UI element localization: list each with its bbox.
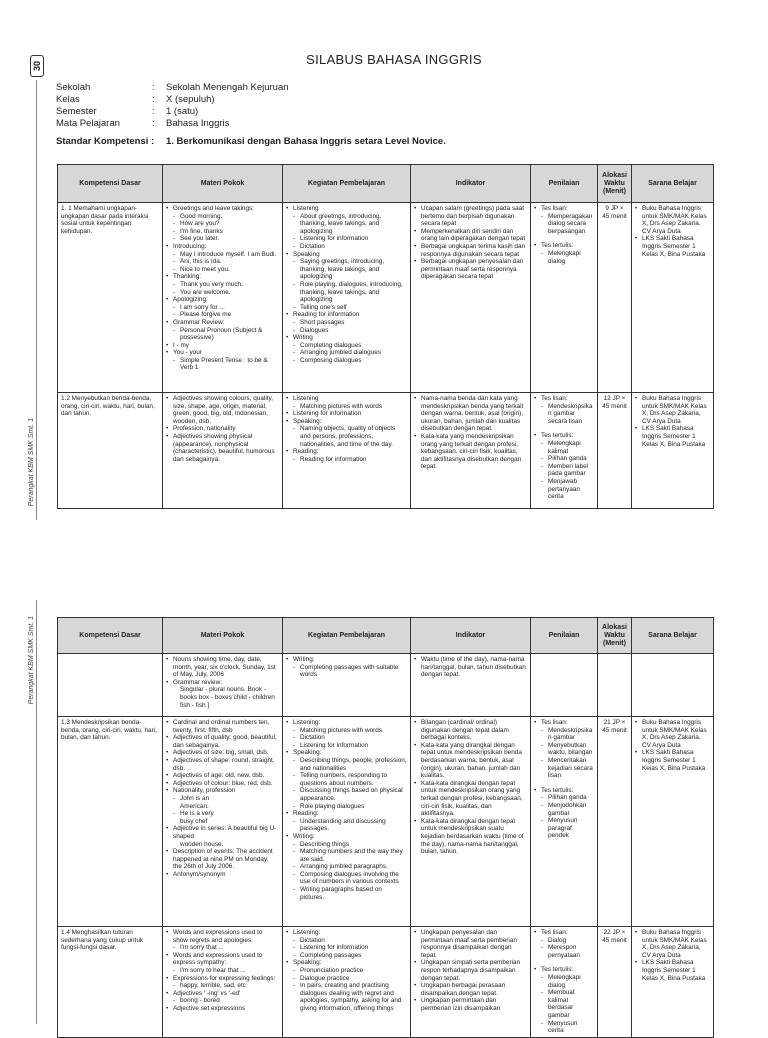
- kegiatan-item: - Telling numbers, responding to questions about numbers.: [286, 772, 407, 787]
- materi-item: • Words and expressions used to express sympathy:: [166, 952, 279, 967]
- page-title: SILABUS BAHASA INGGRIS: [306, 52, 482, 67]
- materi-item: - You are welcome.: [166, 289, 279, 297]
- penilaian-item: - Mendeskripsikan gambar: [534, 727, 594, 742]
- penilaian-item: • Tes tertulis:: [534, 242, 594, 250]
- materi-item: wooden house.: [180, 840, 224, 848]
- kompetensi-dasar-cell: 1.4 Menghasilkan tuturan sederhana yang cukup untuk fungsi-fungsi dasar.: [58, 927, 163, 1038]
- penilaian-item: • Tes tertulis:: [534, 966, 594, 974]
- materi-item: • Adjectives of age: old, new, dsb.: [166, 772, 279, 780]
- indikator-cell: [411, 393, 531, 509]
- penilaian-item: - Dialog: [534, 937, 594, 945]
- penilaian-list: [534, 719, 594, 840]
- sarana-item: • LKS Sakti Bahasa Inggris Semester 1 Kelas X, Bina Pustaka: [635, 425, 710, 448]
- syllabus-table-2: [57, 617, 714, 1038]
- materi-item: • Antonym/synonym: [166, 871, 279, 879]
- materi-item: • Words and expressions used to show regrets and apologies:: [166, 929, 279, 944]
- kegiatan-item: - Dictation: [286, 243, 407, 251]
- kegiatan-item: • Reading for information: [286, 311, 407, 319]
- spacer: [534, 425, 594, 432]
- indikator-item: • Ungkapan berbagai perasaan disampaikan dengan tepat.: [414, 982, 527, 997]
- sk-label: Standar Kompetensi :: [56, 136, 155, 147]
- materi-item: - See you later.: [166, 235, 279, 243]
- materi-cell: [163, 717, 283, 927]
- materi-item: • Adjectives showing physical (appearance), nonphysical (characteristic), beautiful, humorous dan sebagainya.: [166, 433, 279, 463]
- kegiatan-item: • Listening:: [286, 719, 407, 727]
- header-materi-pokok: Materi Pokok: [163, 165, 283, 203]
- alokasi-cell: 22 JP × 45 menit: [598, 927, 632, 1038]
- kegiatan-item: - Writing paragraphs based on pictures.: [286, 886, 407, 901]
- sarana-cell: [632, 717, 714, 927]
- materi-cell: [163, 393, 283, 509]
- materi-item: • Adjectives of shape: round, straight, dsb.: [166, 757, 279, 772]
- header-kegiatan: Kegiatan Pembelajaran: [283, 165, 411, 203]
- identity-row: [56, 82, 289, 94]
- materi-item: • Greetings and leave takings:: [166, 205, 279, 213]
- kegiatan-item: - Pronunciation practice: [286, 967, 407, 975]
- kegiatan-item: - Describing things: [286, 841, 407, 849]
- spacer: [534, 959, 594, 966]
- kegiatan-item: - About greetings, introducing, thanking, leave takings, and apologizing: [286, 213, 407, 236]
- materi-item: busy chef: [180, 817, 208, 825]
- kegiatan-item: - Composing dialogues: [286, 357, 407, 365]
- materi-item: - Good morning.: [166, 213, 279, 221]
- kegiatan-item: - Role playing, dialogues, introducing, thanking, leave takings, and apologizing: [286, 281, 407, 304]
- indikator-item: • Ungkapan penyesalan dan permintaan maaf serta pemberian responnya disampaikan dengan tepat.: [414, 929, 527, 959]
- sarana-cell: [632, 203, 714, 393]
- kegiatan-item: - Discussing things based on physical appearance.: [286, 787, 407, 802]
- kegiatan-item: - Matching pictures with words: [286, 403, 407, 411]
- page-number: 30: [30, 55, 44, 77]
- kegiatan-item: - Composing dialogues involving the use of numbers in various contexts: [286, 871, 407, 886]
- table-row: [58, 717, 714, 927]
- penilaian-cell: [531, 654, 598, 717]
- penilaian-item: - Memberi label pada gambar: [534, 463, 594, 478]
- penilaian-cell: [531, 717, 598, 927]
- materi-cell: [163, 927, 283, 1038]
- kegiatan-item: - Dictation: [286, 734, 407, 742]
- table-row: [58, 927, 714, 1038]
- penilaian-item: - Mendeskripsikan gambar secara lisan: [534, 403, 594, 426]
- indikator-item: • Ungkapan permintaan dan pemberian izin disampaikan: [414, 997, 527, 1012]
- materi-item: • Adjectives of colour: blue, red, dsb.: [166, 780, 279, 788]
- side-label-bottom: Perangkat KBM SMK Smt. 1: [28, 616, 35, 705]
- sarana-cell: [632, 927, 714, 1038]
- materi-item: - happy, terrible, sad, etc: [166, 982, 279, 990]
- indikator-item: • Berbagai ungkapan penyesalan dan permintaan maaf serta responnya diperagakan secara tepat: [414, 258, 527, 281]
- materi-item: - May I introduce myself. I am Budi.: [166, 251, 279, 259]
- kegiatan-item: - Naming objects, quality of objects and persons, professions, nationalities, and time of the day.: [286, 425, 407, 448]
- kegiatan-item: - Matching numbers and the way they are said.: [286, 848, 407, 863]
- kegiatan-item: - Role playing dialogues: [286, 803, 407, 811]
- kegiatan-item: - Reading for information: [286, 456, 407, 464]
- penilaian-list: [534, 929, 594, 1035]
- alokasi-cell: 21 JP × 45 menit: [598, 717, 632, 927]
- sk-value: 1. Berkomunikasi dengan Bahasa Inggris setara Level Novice.: [166, 136, 446, 147]
- indikator-item: • Kata-kata yang dirangkai dengan tepat untuk mendeskripsikan benda berdasarkan warna, bentuk, asal (origin), ukuran, bahan, jumlah dan kualitas.: [414, 742, 527, 780]
- penilaian-item: • Tes lisan:: [534, 719, 594, 727]
- header-penilaian: Penilaian: [531, 618, 598, 654]
- indikator-item: • Waktu (time of the day), nama-nama hari/tanggal, bulan, tahun disebutkan dengan tepat.: [414, 656, 527, 679]
- materi-item: • Nouns showing time, day, date, month, year, six o'clock, Sunday, 1st of May, July, 2006: [166, 656, 279, 679]
- materi-item: • Apologizing:: [166, 296, 279, 304]
- identity-label: Sekolah: [56, 82, 91, 93]
- sarana-item: • LKS Sakti Bahasa Inggris Semester 1 Kelas X, Bina Pustaka: [635, 235, 710, 258]
- penilaian-item: - Menjawab pertanyaan cerita: [534, 478, 594, 501]
- colon: :: [152, 94, 155, 105]
- materi-list: [166, 205, 279, 372]
- header-materi-pokok: Materi Pokok: [163, 618, 283, 654]
- indikator-item: • Berbagai ungkapan terima kasih dan responnya digunakan secara tepat: [414, 243, 527, 258]
- kegiatan-item: - Arranging jumbled dialogues: [286, 349, 407, 357]
- kegiatan-item: - Listening for information: [286, 235, 407, 243]
- penilaian-cell: [531, 393, 598, 509]
- syllabus-table-1: [57, 164, 714, 509]
- materi-item: - How are you?: [166, 220, 279, 228]
- kegiatan-item: - Dialogue practice: [286, 975, 407, 983]
- identity-row: [56, 118, 289, 130]
- materi-item: • Adjectives of quality: good, beautiful, dan sebagainya.: [166, 734, 279, 749]
- materi-item: - Please forgive me: [166, 311, 279, 319]
- materi-list: [166, 719, 279, 878]
- sarana-list: [635, 395, 710, 448]
- indikator-list: [414, 395, 527, 471]
- materi-item: - John is an: [166, 795, 279, 803]
- kegiatan-item: - In pairs, creating and practising dialogues dealing with regret and apologies, sympathy, asking for and giving information, offering things: [286, 982, 407, 1012]
- indikator-item: • Bilangan (cardinal/ ordinal) digunakan dengan tepat dalam berbagai konteks.: [414, 719, 527, 742]
- kegiatan-item: - Dialogues: [286, 327, 407, 335]
- materi-item: - Simple Present Tense : to be & Verb 1: [166, 357, 279, 372]
- kegiatan-item: - Completing passages: [286, 952, 407, 960]
- materi-item: - Ani, this is Ida.: [166, 258, 279, 266]
- kegiatan-item: - Short passages: [286, 319, 407, 327]
- materi-item: • Thanking:: [166, 273, 279, 281]
- colon: :: [152, 106, 155, 117]
- kegiatan-cell: [283, 654, 411, 717]
- kegiatan-item: • Reading:: [286, 448, 407, 456]
- header-kegiatan: Kegiatan Pembelajaran: [283, 618, 411, 654]
- materi-item: - He is a very: [166, 810, 279, 818]
- penilaian-item: • Tes lisan:: [534, 205, 594, 213]
- indikator-item: • Kata-kata yang mendeskripsikan orang yang terkait dengan profesi, kebangsaan, ciri-ciri fisik, kualitas, dan aktifitasnya disebutkan dengan tepat.: [414, 433, 527, 471]
- sarana-list: [635, 719, 710, 772]
- header-sarana: Sarana Belajar: [632, 165, 714, 203]
- kegiatan-item: - Matching pictures with words.: [286, 727, 407, 735]
- materi-cell: [163, 654, 283, 717]
- penilaian-item: • Tes tertulis:: [534, 432, 594, 440]
- indikator-item: • Ucapan salam (greetings) pada saat bertemu dan berpisah digunakan secara tepat: [414, 205, 527, 228]
- sarana-cell: [632, 393, 714, 509]
- kegiatan-item: • Speaking:: [286, 749, 407, 757]
- kegiatan-item: • Speaking: [286, 251, 407, 259]
- indikator-item: • Kata-kata dirangkai dengan tepat untuk mendeskripsikan suatu kejadian berdasarkan waktu (time of the day), nama-nama hari/tanggal, bulan, tahun.: [414, 818, 527, 856]
- indikator-item: • Nama-nama benda dan kata yang mendeskripsikan benda yang terkait dengan warna, bentuk, asal (origin), ukuran, bahan, jumlah dan kualitas disebutkan dengan tepat.: [414, 395, 527, 433]
- indikator-list: [414, 929, 527, 1013]
- materi-item: - Thank you very much.: [166, 281, 279, 289]
- indikator-list: [414, 719, 527, 856]
- kegiatan-item: • Listening:: [286, 929, 407, 937]
- materi-item: - I'm fine, thanks: [166, 228, 279, 236]
- materi-list: [166, 395, 279, 463]
- kegiatan-item: • Reading:: [286, 810, 407, 818]
- materi-item: • Expressions for expressing feelings:: [166, 975, 279, 983]
- sarana-item: • Buku Bahasa Inggris untuk SMK/MAK Kelas X, Drs Asep Zakaria, CV Arya Duta: [635, 395, 710, 425]
- identity-value: Sekolah Menengah Kejuruan: [166, 82, 289, 93]
- kegiatan-cell: [283, 927, 411, 1038]
- materi-item: • Adjectives of size: big, small, dsb.: [166, 749, 279, 757]
- penilaian-item: - Pilihan ganda: [534, 455, 594, 463]
- kompetensi-dasar-cell: [58, 654, 163, 717]
- kegiatan-item: • Writing:: [286, 833, 407, 841]
- penilaian-cell: [531, 927, 598, 1038]
- kegiatan-item: - Completing dialogues: [286, 342, 407, 350]
- indikator-cell: [411, 927, 531, 1038]
- penilaian-item: - Merespon pernyataan: [534, 944, 594, 959]
- spacer: [534, 780, 594, 787]
- penilaian-item: • Tes lisan:: [534, 929, 594, 937]
- penilaian-item: - Menyebutkan waktu, bilangan: [534, 742, 594, 757]
- kegiatan-list: [286, 395, 407, 463]
- materi-list: [166, 656, 279, 709]
- identity-label: Kelas: [56, 94, 80, 105]
- indikator-item: • Kata-kata dirangkai dengan tepat untuk mendeskripsikan orang yang terkait dengan profesi, kebangsaan, ciri-ciri fisik, kualitas, dan aktifitasnya.: [414, 780, 527, 818]
- materi-item: • Grammar review:: [166, 679, 279, 687]
- materi-item: • You - your: [166, 349, 279, 357]
- indikator-list: [414, 205, 527, 281]
- header-penilaian: Penilaian: [531, 165, 598, 203]
- materi-item: • Adjective in series: A beautiful big U-shaped: [166, 825, 279, 840]
- kegiatan-item: • Speaking:: [286, 418, 407, 426]
- materi-item: - I'm sorry that ...: [166, 944, 279, 952]
- materi-item: - I'm sorry to hear that ...: [166, 967, 279, 975]
- kegiatan-item: • Speaking:: [286, 959, 407, 967]
- kegiatan-list: [286, 205, 407, 364]
- kegiatan-cell: [283, 393, 411, 509]
- colon: :: [152, 118, 155, 129]
- kegiatan-item: - Completing passages with suitable words: [286, 664, 407, 679]
- sarana-item: • LKS Sakti Bahasa Inggris Semester 1 Kelas X, Bina Pustaka: [635, 749, 710, 772]
- kegiatan-list: [286, 656, 407, 679]
- indikator-cell: [411, 717, 531, 927]
- header-indikator: Indikator: [411, 165, 531, 203]
- indikator-cell: [411, 203, 531, 393]
- table-row: [58, 393, 714, 509]
- identity-value: 1 (satu): [166, 106, 199, 117]
- penilaian-item: - Pilihan ganda: [534, 794, 594, 802]
- penilaian-item: - Membuat kalimat berdasar gambar: [534, 989, 594, 1019]
- header-kompetensi-dasar: Kompetensi Dasar: [58, 165, 163, 203]
- kegiatan-item: • Listening: [286, 395, 407, 403]
- materi-item: • Adjective set expressions: [166, 1005, 279, 1013]
- materi-item: - Personal Pronoun (Subject & possessive): [166, 327, 279, 342]
- spacer: [534, 235, 594, 242]
- header-alokasi: Alokasi Waktu (Menit): [598, 165, 632, 203]
- materi-item: • I - my: [166, 342, 279, 350]
- kegiatan-item: • Writing: [286, 334, 407, 342]
- sarana-item: • LKS Sakti Bahasa Inggris Semester 1 Kelas X, Bina Pustaka: [635, 959, 710, 982]
- sarana-item: • Buku Bahasa Inggris untuk SMK/MAK Kelas X, Drs Asep Zakaria, CV Arya Duta: [635, 719, 710, 749]
- identity-block: [56, 82, 289, 130]
- materi-item: • Description of events: The accident happened at nine PM on Monday, the 26th of July 2006.: [166, 848, 279, 871]
- kegiatan-item: - Listening for information: [286, 944, 407, 952]
- kegiatan-item: - Telling one's self: [286, 304, 407, 312]
- materi-item: • Nationality, profession: [166, 787, 279, 795]
- penilaian-item: - Menjodohkan gambar: [534, 802, 594, 817]
- identity-row: [56, 106, 289, 118]
- side-label-top: Perangkat KBM SMK Smt. 1: [28, 418, 35, 507]
- materi-item: Singular - plural nouns. Book - books box - boxes child - children fish - fish ]: [180, 686, 275, 709]
- sarana-item: • Buku Bahasa Inggris untuk SMK/MAK Kelas X, Drs Asep Zakaria, CV Arya Duta: [635, 929, 710, 959]
- penilaian-item: - Melengkapi dialog: [534, 974, 594, 989]
- penilaian-list: [534, 205, 594, 265]
- materi-item: • Cardinal and ordinal numbers ten, twenty, first, fifth, dsb: [166, 719, 279, 734]
- kegiatan-cell: [283, 203, 411, 393]
- sarana-item: • Buku Bahasa Inggris untuk SMK/MAK Kelas X, Drs Asep Zakaria, CV Arya Duta: [635, 205, 710, 235]
- margin-rule: [36, 80, 37, 520]
- penilaian-item: - Menyusun cerita: [534, 1020, 594, 1035]
- kegiatan-item: - Dictation: [286, 937, 407, 945]
- alokasi-cell: 12 JP × 45 menit: [598, 393, 632, 509]
- identity-value: Bahasa Inggris: [166, 118, 230, 129]
- kompetensi-dasar-cell: 1.2 Menyebutkan benda-benda, orang, ciri-ciri, waktu, hari, bulan, dan tahun.: [58, 393, 163, 509]
- colon: :: [152, 82, 155, 93]
- kegiatan-item: - Describing things, people, profession, and nationalities: [286, 757, 407, 772]
- materi-item: - Nice to meet you.: [166, 266, 279, 274]
- kegiatan-item: - Understanding and discussing passages.: [286, 818, 407, 833]
- sarana-list: [635, 929, 710, 982]
- penilaian-cell: [531, 203, 598, 393]
- penilaian-item: - Menyusun paragraf pendek: [534, 817, 594, 840]
- materi-item: • Adjectives ' -ing' vs '-ed': [166, 990, 279, 998]
- penilaian-item: - Melengkapi kalimat: [534, 440, 594, 455]
- alokasi-cell: [598, 654, 632, 717]
- kegiatan-item: • Listening for information: [286, 410, 407, 418]
- penilaian-item: • Tes lisan:: [534, 395, 594, 403]
- materi-item: • Profession, nationality: [166, 425, 279, 433]
- kegiatan-item: - Listening for information: [286, 742, 407, 750]
- alokasi-cell: 9 JP × 45 menit: [598, 203, 632, 393]
- identity-value: X (sepuluh): [166, 94, 215, 105]
- indikator-list: [414, 656, 527, 679]
- indikator-cell: [411, 654, 531, 717]
- materi-list: [166, 929, 279, 1013]
- penilaian-item: • Tes tertulis:: [534, 787, 594, 795]
- materi-cell: [163, 203, 283, 393]
- header-indikator: Indikator: [411, 618, 531, 654]
- penilaian-item: - Memperagakan dialog secara berpasangan: [534, 213, 594, 236]
- indikator-item: • Ungkapan simpati serta pemberian respon terhadapnya disampaikan dengan tepat.: [414, 959, 527, 982]
- table-row: [58, 654, 714, 717]
- standar-kompetensi: [56, 136, 446, 147]
- header-alokasi: Alokasi Waktu (Menit): [598, 618, 632, 654]
- identity-label: Mata Pelajaran: [56, 118, 120, 129]
- kegiatan-list: [286, 929, 407, 1013]
- penilaian-item: - Menceritakan kejadian secara lisan: [534, 757, 594, 780]
- kegiatan-cell: [283, 717, 411, 927]
- sarana-cell: [632, 654, 714, 717]
- materi-item: - I am sorry for ...: [166, 304, 279, 312]
- kompetensi-dasar-cell: 1.3 Mendeskripsikan benda-benda, orang, ciri-ciri, waktu, hari, bulan, dan tahun.: [58, 717, 163, 927]
- materi-item: - boring - bored: [166, 997, 279, 1005]
- materi-item: • Grammar Review:: [166, 319, 279, 327]
- materi-item: • Introducing:: [166, 243, 279, 251]
- kegiatan-item: • Listening: [286, 205, 407, 213]
- table-row: [58, 203, 714, 393]
- sarana-list: [635, 205, 710, 258]
- kegiatan-item: - Saying greetings, introducing, thanking, leave takings, and apologizing: [286, 258, 407, 281]
- header-sarana: Sarana Belajar: [632, 618, 714, 654]
- identity-label: Semester: [56, 106, 97, 117]
- kompetensi-dasar-cell: 1. 1 Memahami ungkapan-ungkapan dasar pada interaksi sosial untuk kepentingan kehidupan.: [58, 203, 163, 393]
- kegiatan-list: [286, 719, 407, 901]
- identity-row: [56, 94, 289, 106]
- materi-item: American.: [180, 802, 209, 810]
- kegiatan-item: • Writing:: [286, 656, 407, 664]
- penilaian-item: - Melengkapi dialog: [534, 250, 594, 265]
- materi-item: • Adjectives showing colours, quality, size, shape, age, origin, material, green, good, big, old, Indonesian, wooden, dsb.: [166, 395, 279, 425]
- kegiatan-item: - Arranging jumbled paragraphs.: [286, 863, 407, 871]
- header-kompetensi-dasar: Kompetensi Dasar: [58, 618, 163, 654]
- indikator-item: • Memperkenalkan diri sendiri dan orang lain diperagakan dengan tepat: [414, 228, 527, 243]
- penilaian-list: [534, 395, 594, 501]
- margin-rule: [36, 600, 37, 1024]
